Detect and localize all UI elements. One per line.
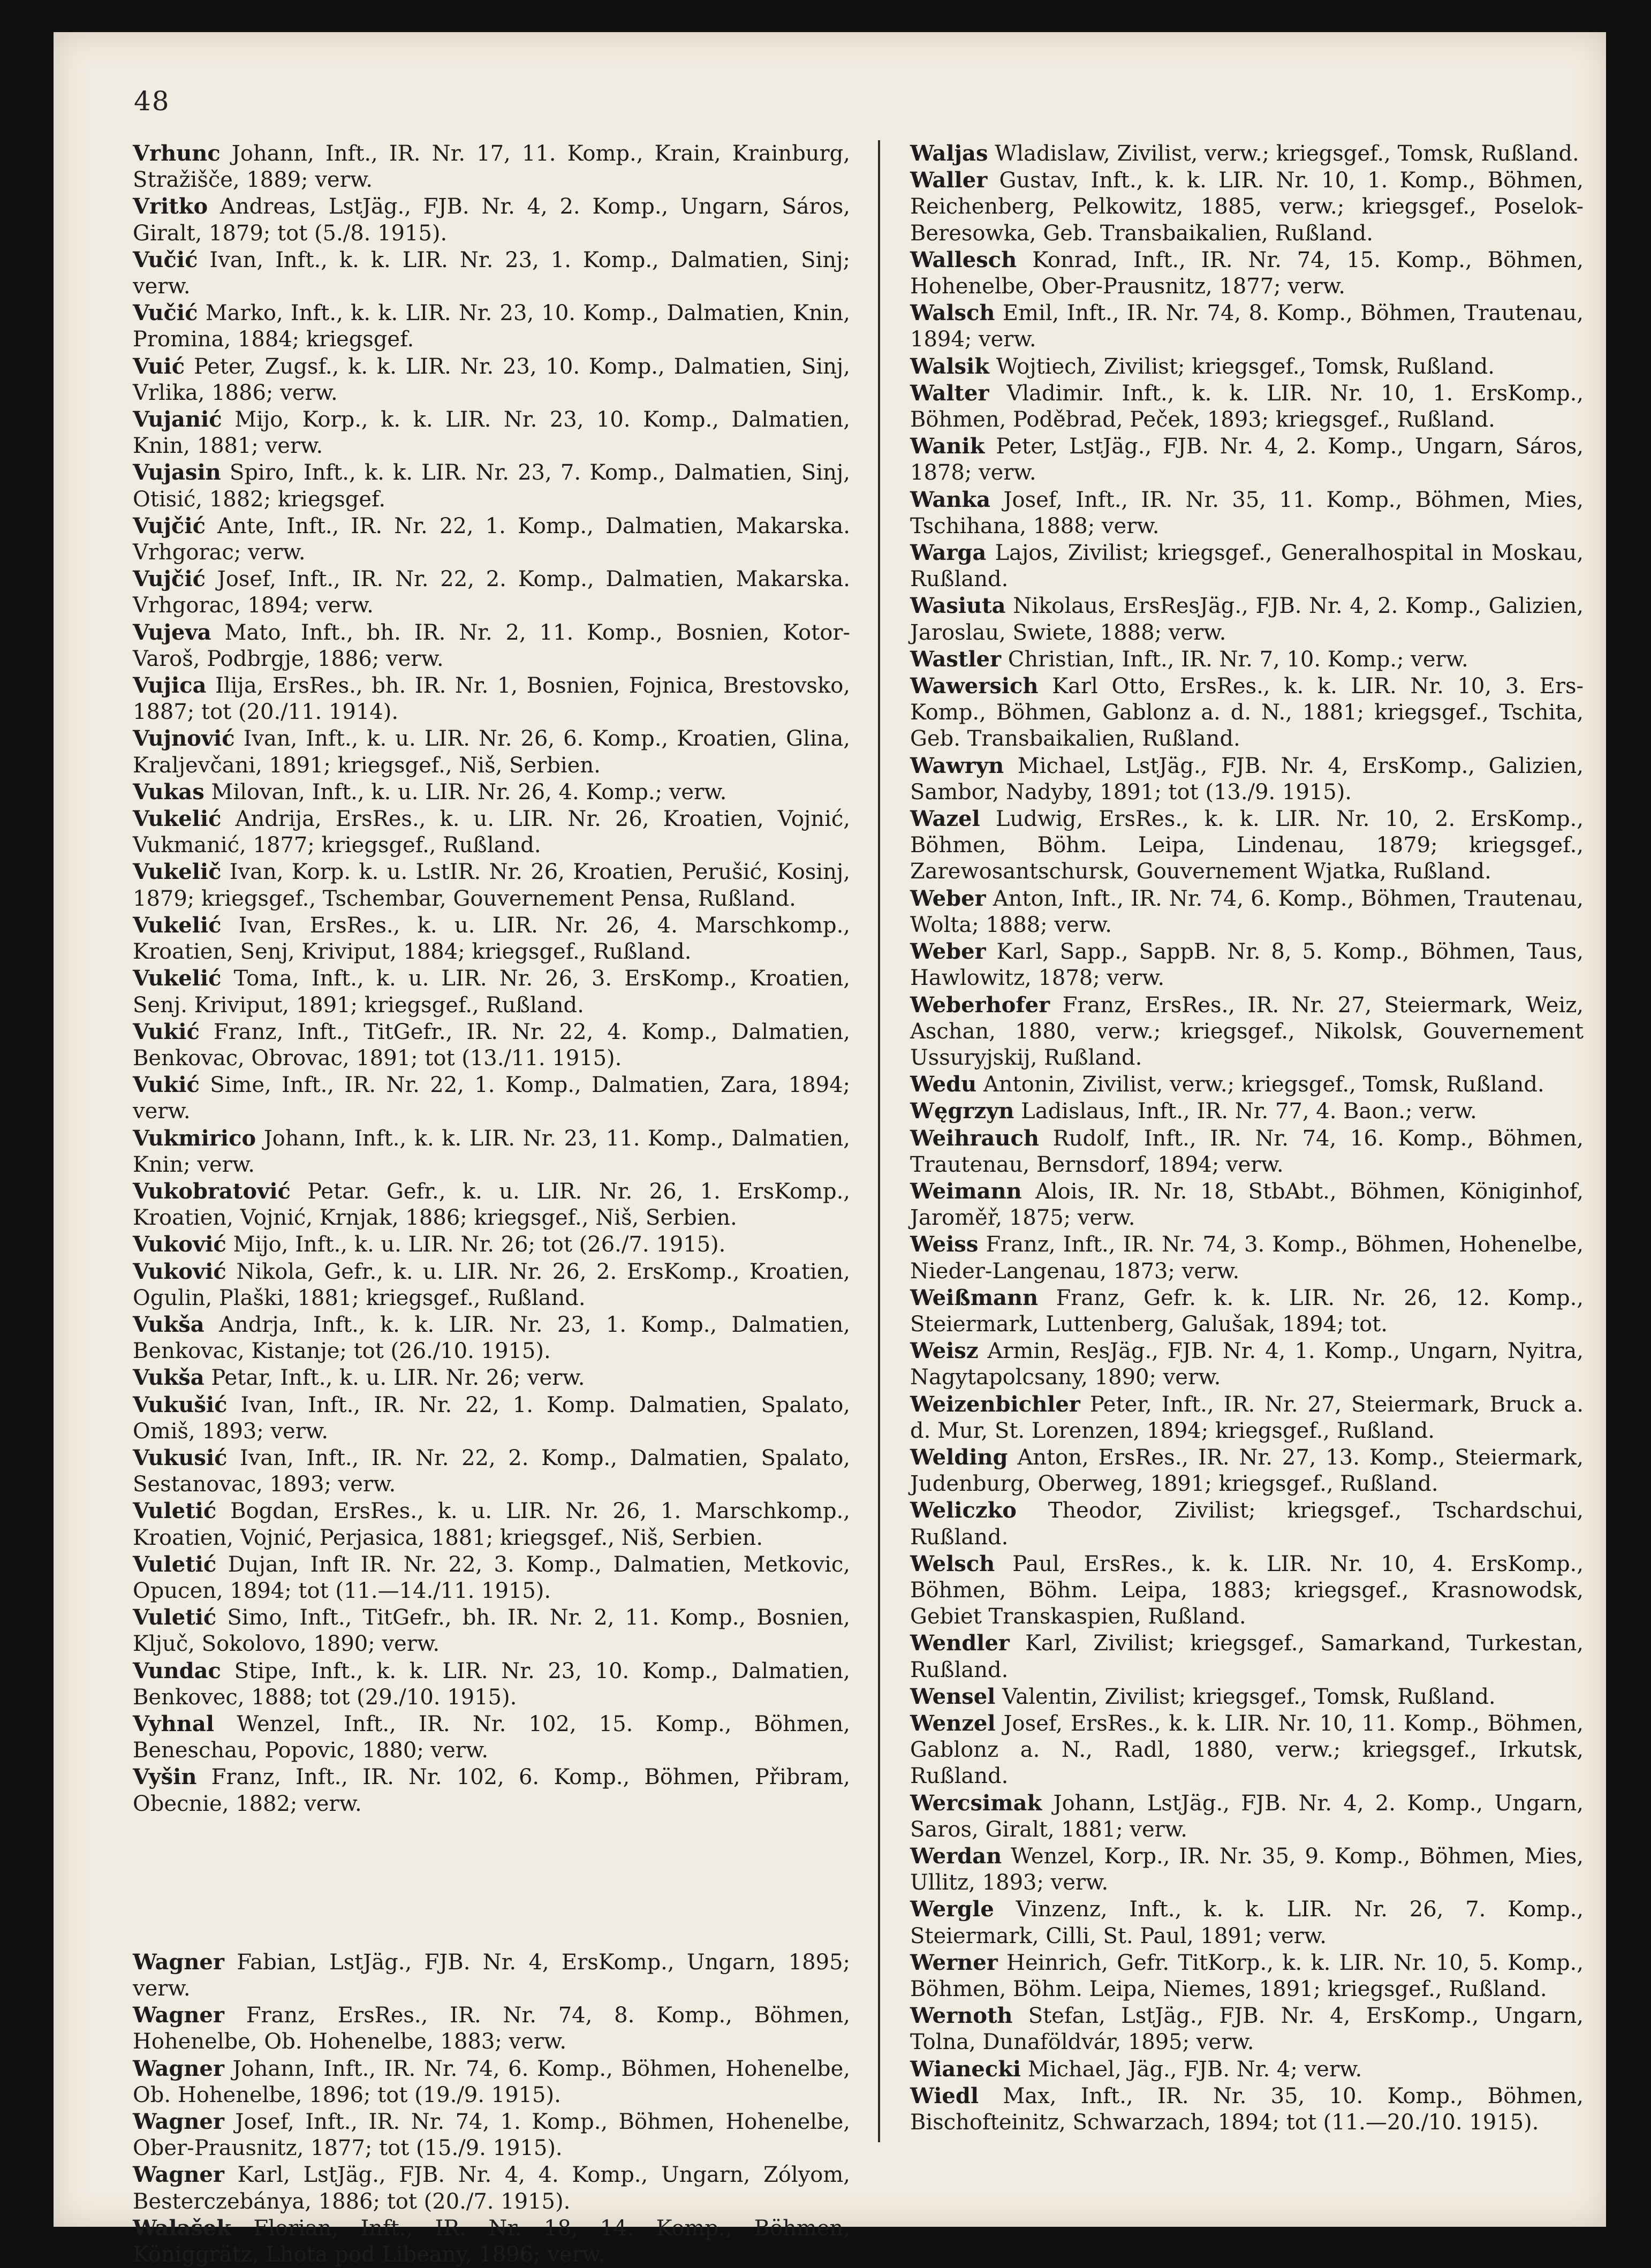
entry-details: Ante, Inft., IR. Nr. 22, 1. Komp., Dalmatien, Makarska. Vrhgorac; verw. bbox=[133, 513, 850, 565]
register-entry bbox=[133, 619, 850, 672]
register-entry bbox=[910, 1790, 1584, 1843]
entry-details: Ivan, Inft., IR. Nr. 22, 1. Komp. Dalmatien, Spalato, Omiš, 1893; verw. bbox=[133, 1392, 850, 1444]
register-entry bbox=[910, 938, 1584, 991]
entry-surname: Wagner bbox=[133, 1949, 224, 1975]
entry-details: Nikolaus, ErsResJäg., FJB. Nr. 4, 2. Komp., Galizien, Jaroslau, Swiete, 1888; verw. bbox=[910, 594, 1584, 645]
register-entry bbox=[910, 167, 1584, 247]
register-entry bbox=[910, 2002, 1584, 2055]
register-entry bbox=[910, 1285, 1584, 1338]
entry-details: Alois, IR. Nr. 18, StbAbt., Böhmen, Königinhof, Jaroměř, 1875; verw. bbox=[910, 1179, 1584, 1231]
entry-surname: Vukša bbox=[133, 1311, 205, 1337]
entry-surname: Weihrauch bbox=[910, 1125, 1039, 1151]
entry-surname: Weisz bbox=[910, 1338, 979, 1364]
register-entry bbox=[910, 1125, 1584, 1178]
entry-surname: Weliczko bbox=[910, 1498, 1017, 1523]
entry-surname: Wawryn bbox=[910, 753, 1004, 778]
entry-details: Johann, Inft., k. k. LIR. Nr. 23, 11. Komp., Dalmatien, Knin; verw. bbox=[133, 1126, 850, 1177]
register-entry bbox=[133, 459, 850, 512]
entry-details: Josef, Inft., IR. Nr. 74, 1. Komp., Böhmen, Hohenelbe, Ober-Prausnitz, 1877; tot (15./9. 1915). bbox=[133, 2110, 850, 2161]
register-entry bbox=[910, 140, 1584, 167]
entry-details: Nikola, Gefr., k. u. LIR. Nr. 26, 2. ErsKomp., Kroatien, Ogulin, Plaški, 1881; kriegsgef., Rußland. bbox=[133, 1259, 850, 1310]
entry-details: Konrad, Inft., IR. Nr. 74, 15. Komp., Böhmen, Hohenelbe, Ober-Prausnitz, 1877; verw. bbox=[910, 247, 1584, 299]
entry-details: Bogdan, ErsRes., k. u. LIR. Nr. 26, 1. Marschkomp., Kroatien, Vojnić, Perjasica, 1881; kriegsgef., Niš, Serbien. bbox=[133, 1499, 850, 1550]
register-entry bbox=[133, 193, 850, 246]
entry-details: Vladimir. Inft., k. k. LIR. Nr. 10, 1. ErsKomp., Böhmen, Poděbrad, Peček, 1893; kriegsgef., Rußland. bbox=[910, 381, 1584, 433]
entry-surname: Wiedl bbox=[910, 2083, 979, 2108]
register-entry bbox=[910, 540, 1584, 593]
entry-surname: Wercsimak bbox=[910, 1790, 1042, 1816]
entry-surname: Wagner bbox=[133, 2109, 224, 2135]
entry-surname: Vyšin bbox=[133, 1764, 197, 1790]
entry-details: Johann, LstJäg., FJB. Nr. 4, 2. Komp., Ungarn, Saros, Giralt, 1881; verw. bbox=[910, 1791, 1584, 1842]
register-entry bbox=[910, 1896, 1584, 1949]
entry-details: Franz, ErsRes., IR. Nr. 74, 8. Komp., Böhmen, Hohenelbe, Ob. Hohenelbe, 1883; verw. bbox=[133, 2003, 850, 2054]
entry-surname: Vukelić bbox=[133, 806, 222, 832]
entry-surname: Weizenbichler bbox=[910, 1391, 1080, 1417]
entry-surname: Vyhnal bbox=[133, 1711, 214, 1736]
entry-surname: Weimann bbox=[910, 1178, 1022, 1204]
register-entry bbox=[910, 1843, 1584, 1896]
register-entry bbox=[133, 1604, 850, 1657]
entry-surname: Wianecki bbox=[910, 2056, 1021, 2082]
entry-details: Theodor, Zivilist; kriegsgef., Tschardschui, Rußland. bbox=[910, 1498, 1584, 1550]
entry-details: Andreas, LstJäg., FJB. Nr. 4, 2. Komp., Ungarn, Sáros, Giralt, 1879; tot (5./8. 1915). bbox=[133, 194, 850, 246]
entry-surname: Wawersich bbox=[910, 673, 1039, 699]
entry-details: Max, Inft., IR. Nr. 35, 10. Komp., Böhmen, Bischofteinitz, Schwarzach, 1894; tot (11.—20./10. 1915). bbox=[910, 2083, 1584, 2135]
left-entry-list-w bbox=[133, 1949, 850, 2268]
entry-details: Rudolf, Inft., IR. Nr. 74, 16. Komp., Böhmen, Trautenau, Bernsdorf, 1894; verw. bbox=[910, 1126, 1584, 1177]
entry-surname: Werdan bbox=[910, 1844, 1002, 1869]
register-entry bbox=[910, 247, 1584, 300]
entry-details: Franz, Inft., IR. Nr. 102, 6. Komp., Böhmen, Přibram, Obecnie, 1882; verw. bbox=[133, 1765, 850, 1816]
entry-details: Karl Otto, ErsRes., k. k. LIR. Nr. 10, 3. Ers-Komp., Böhmen, Gablonz a. d. N., 1881; kriegsgef., Tschita, Geb. Transbaikalien, Rußland. bbox=[910, 674, 1584, 752]
register-entry bbox=[910, 885, 1584, 938]
register-entry bbox=[910, 353, 1584, 380]
register-entry bbox=[910, 1710, 1584, 1790]
register-entry bbox=[133, 725, 850, 778]
register-entry bbox=[133, 806, 850, 859]
entry-surname: Welding bbox=[910, 1444, 1008, 1470]
register-entry bbox=[133, 406, 850, 459]
entry-details: Wenzel, Inft., IR. Nr. 102, 15. Komp., Böhmen, Beneschau, Popovic, 1880; verw. bbox=[133, 1711, 850, 1763]
register-entry bbox=[133, 140, 850, 193]
entry-surname: Vuković bbox=[133, 1258, 226, 1284]
entry-details: Franz, Inft., TitGefr., IR. Nr. 22, 4. Komp., Dalmatien, Benkovac, Obrovac, 1891; tot (13./11. 1915). bbox=[133, 1019, 850, 1071]
entry-surname: Vuletić bbox=[133, 1551, 217, 1577]
entry-details: Johann, Inft., IR. Nr. 74, 6. Komp., Böhmen, Hohenelbe, Ob. Hohenelbe, 1896; tot (19./9. 1915). bbox=[133, 2056, 850, 2107]
register-entry bbox=[910, 1444, 1584, 1497]
entry-surname: Vrhunc bbox=[133, 141, 221, 166]
entry-surname: Wagner bbox=[133, 2002, 224, 2028]
entry-surname: Vukša bbox=[133, 1365, 205, 1391]
entry-surname: Vuletić bbox=[133, 1605, 217, 1630]
register-entry bbox=[133, 1364, 850, 1391]
register-entry bbox=[133, 965, 850, 1018]
entry-surname: Vukas bbox=[133, 779, 205, 805]
entry-surname: Vučić bbox=[133, 300, 198, 326]
entry-details: Vinzenz, Inft., k. k. LIR. Nr. 26, 7. Komp., Steiermark, Cilli, St. Paul, 1891; verw. bbox=[910, 1897, 1584, 1948]
entry-details: Ivan, Inft., k. k. LIR. Nr. 23, 1. Komp., Dalmatien, Sinj; verw. bbox=[133, 247, 850, 299]
entry-details: Franz, Inft., IR. Nr. 74, 3. Komp., Böhmen, Hohenelbe, Nieder-Langenau, 1873; verw. bbox=[910, 1232, 1584, 1284]
register-entry bbox=[133, 859, 850, 912]
entry-details: Wojtiech, Zivilist; kriegsgef., Tomsk, Rußland. bbox=[989, 354, 1495, 379]
entry-surname: Vuić bbox=[133, 353, 185, 379]
register-entry bbox=[133, 912, 850, 965]
entry-surname: Wergle bbox=[910, 1897, 994, 1922]
register-entry bbox=[133, 2108, 850, 2161]
entry-details: Josef, Inft., IR. Nr. 22, 2. Komp., Dalmatien, Makarska. Vrhgorac, 1894; verw. bbox=[133, 567, 850, 618]
entry-surname: Weißmann bbox=[910, 1285, 1039, 1310]
register-entry bbox=[133, 2161, 850, 2214]
register-entry bbox=[133, 2055, 850, 2108]
entry-details: Peter, LstJäg., FJB. Nr. 4, 2. Komp., Ungarn, Sáros, 1878; verw. bbox=[910, 434, 1584, 486]
register-entry bbox=[133, 1392, 850, 1445]
register-entry bbox=[910, 300, 1584, 353]
entry-details: Valentin, Zivilist; kriegsgef., Tomsk, Rußland. bbox=[995, 1684, 1496, 1709]
entry-details: Michael, Jäg., FJB. Nr. 4; verw. bbox=[1021, 2057, 1362, 2082]
entry-details: Ivan, Korp. k. u. LstIR. Nr. 26, Kroatien, Perušić, Kosinj, 1879; kriegsgef., Tschembar, Gouvernement Pensa, Rußland. bbox=[133, 860, 850, 911]
entry-surname: Vujanić bbox=[133, 407, 222, 433]
register-entry bbox=[910, 673, 1584, 753]
entry-surname: Vujčić bbox=[133, 513, 206, 538]
entry-surname: Wasiuta bbox=[910, 593, 1006, 619]
entry-details: Antonin, Zivilist, verw.; kriegsgef., Tomsk, Rußland. bbox=[976, 1072, 1544, 1097]
entry-details: Ivan, ErsRes., k. u. LIR. Nr. 26, 4. Marschkomp., Kroatien, Senj, Kriviput, 1884; kriegsgef., Rußland. bbox=[133, 913, 850, 965]
entry-surname: Weberhofer bbox=[910, 992, 1050, 1018]
entry-details: Anton, ErsRes., IR. Nr. 27, 13. Komp., Steiermark, Judenburg, Oberweg, 1891; kriegsgef., Rußland. bbox=[910, 1445, 1584, 1497]
register-entry bbox=[910, 1178, 1584, 1231]
entry-details: Anton, Inft., IR. Nr. 74, 6. Komp., Böhmen, Trautenau, Wolta; 1888; verw. bbox=[910, 886, 1584, 937]
register-entry bbox=[133, 1498, 850, 1551]
entry-details: Heinrich, Gefr. TitKorp., k. k. LIR. Nr. 10, 5. Komp., Böhmen, Böhm. Leipa, Niemes, 1891; kriegsgef., Rußland. bbox=[910, 1950, 1584, 2002]
register-entry bbox=[133, 1764, 850, 1817]
entry-surname: Vučić bbox=[133, 247, 198, 272]
entry-details: Ladislaus, Inft., IR. Nr. 77, 4. Baon.; verw. bbox=[1014, 1099, 1477, 1124]
entry-surname: Vukelič bbox=[133, 859, 222, 885]
entry-surname: Vukić bbox=[133, 1019, 200, 1044]
register-entry bbox=[910, 1630, 1584, 1683]
register-entry bbox=[133, 2002, 850, 2055]
entry-details: Christian, Inft., IR. Nr. 7, 10. Komp.; verw. bbox=[1001, 647, 1468, 672]
entry-surname: Wendler bbox=[910, 1630, 1010, 1656]
entry-surname: Wagner bbox=[133, 2162, 224, 2188]
entry-surname: Warga bbox=[910, 540, 987, 566]
entry-surname: Vuković bbox=[133, 1232, 226, 1257]
entry-details: Stefan, LstJäg., FJB. Nr. 4, ErsKomp., Ungarn, Tolna, Dunaföldvár, 1895; verw. bbox=[910, 2004, 1584, 2055]
register-entry bbox=[910, 1098, 1584, 1125]
entry-surname: Weber bbox=[910, 885, 986, 911]
entry-details: Franz, Gefr. k. k. LIR. Nr. 26, 12. Komp., Steiermark, Luttenberg, Galušak, 1894; tot. bbox=[910, 1285, 1584, 1337]
entry-details: Fabian, LstJäg., FJB. Nr. 4, ErsKomp., Ungarn, 1895; verw. bbox=[133, 1950, 850, 2001]
entry-details: Andrja, Inft., k. k. LIR. Nr. 23, 1. Komp., Dalmatien, Benkovac, Kistanje; tot (26./10. 1915). bbox=[133, 1312, 850, 1364]
register-entry bbox=[133, 2215, 850, 2268]
register-entry bbox=[133, 1551, 850, 1604]
entry-details: Ivan, Inft., k. u. LIR. Nr. 26, 6. Komp., Kroatien, Glina, Kraljevčani, 1891; kriegsgef., Niš, Serbien. bbox=[133, 726, 850, 778]
entry-surname: Walašek bbox=[133, 2215, 232, 2241]
entry-surname: Vujnović bbox=[133, 726, 235, 752]
entry-details: Peter, Zugsf., k. k. LIR. Nr. 23, 10. Komp., Dalmatien, Sinj, Vrlika, 1886; verw. bbox=[133, 354, 850, 405]
register-entry bbox=[910, 1950, 1584, 2002]
entry-surname: Wernoth bbox=[910, 2003, 1013, 2029]
entry-surname: Vujčić bbox=[133, 566, 206, 592]
entry-details: Florian, Inft., IR. Nr. 18, 14. Komp., Böhmen, Königgrätz, Lhota pod Libeany, 1896; verw. bbox=[133, 2216, 850, 2267]
register-entry bbox=[133, 353, 850, 406]
entry-details: Toma, Inft., k. u. LIR. Nr. 26, 3. ErsKomp., Kroatien, Senj. Kriviput, 1891; kriegsgef., Rußland. bbox=[133, 966, 850, 1018]
entry-details: Armin, ResJäg., FJB. Nr. 4, 1. Komp., Ungarn, Nyitra, Nagytapolcsany, 1890; verw. bbox=[910, 1339, 1584, 1390]
register-entry bbox=[910, 487, 1584, 540]
register-entry bbox=[133, 1178, 850, 1231]
register-entry bbox=[133, 1711, 850, 1764]
entry-details: Milovan, Inft., k. u. LIR. Nr. 26, 4. Komp.; verw. bbox=[204, 779, 727, 805]
entry-surname: Wastler bbox=[910, 646, 1002, 672]
entry-details: Petar, Inft., k. u. LIR. Nr. 26; verw. bbox=[204, 1366, 585, 1391]
register-entry bbox=[910, 1231, 1584, 1284]
entry-surname: Vukusić bbox=[133, 1445, 228, 1470]
entry-details: Petar. Gefr., k. u. LIR. Nr. 26, 1. ErsKomp., Kroatien, Vojnić, Krnjak, 1886; kriegsgef., Niš, Serbien. bbox=[133, 1179, 850, 1231]
register-entry bbox=[133, 1019, 850, 1072]
entry-surname: Weber bbox=[910, 939, 986, 965]
entry-details: Wladislaw, Zivilist, verw.; kriegsgef., Tomsk, Rußland. bbox=[988, 141, 1579, 166]
entry-details: Spiro, Inft., k. k. LIR. Nr. 23, 7. Komp., Dalmatien, Sinj, Otisić, 1882; kriegsgef. bbox=[133, 460, 850, 512]
entry-details: Josef, ErsRes., k. k. LIR. Nr. 10, 11. Komp., Böhmen, Gablonz a. N., Radl, 1880, verw.; kriegsgef., Irkutsk, Rußland. bbox=[910, 1711, 1584, 1789]
entry-surname: Wedu bbox=[910, 1072, 977, 1097]
entry-details: Stipe, Inft., k. k. LIR. Nr. 23, 10. Komp., Dalmatien, Benkovec, 1888; tot (29./10. 1915). bbox=[133, 1658, 850, 1710]
register-entry bbox=[910, 646, 1584, 673]
register-entry bbox=[133, 779, 850, 806]
entry-surname: Walsik bbox=[910, 353, 989, 379]
entry-details: Ludwig, ErsRes., k. k. LIR. Nr. 10, 2. ErsKomp., Böhmen, Böhm. Leipa, Lindenau, 1879; kriegsgef., Zarewosantschursk, Gouvernement Wjatka, Rußland. bbox=[910, 807, 1584, 884]
register-entry bbox=[910, 593, 1584, 646]
entry-details: Karl, Sapp., SappB. Nr. 8, 5. Komp., Böhmen, Taus, Hawlowitz, 1878; verw. bbox=[910, 939, 1584, 991]
register-entry bbox=[910, 1497, 1584, 1550]
entry-surname: Vukelić bbox=[133, 912, 222, 938]
entry-surname: Wanik bbox=[910, 434, 985, 459]
entry-surname: Vujeva bbox=[133, 619, 211, 645]
page-number: 48 bbox=[134, 86, 170, 117]
entry-surname: Wallesch bbox=[910, 247, 1017, 272]
entry-surname: Vukobratović bbox=[133, 1178, 291, 1204]
entry-details: Emil, Inft., IR. Nr. 74, 8. Komp., Böhmen, Trautenau, 1894; verw. bbox=[910, 301, 1584, 352]
register-entry bbox=[133, 1231, 850, 1258]
entry-details: Andrija, ErsRes., k. u. LIR. Nr. 26, Kroatien, Vojnić, Vukmanić, 1877; kriegsgef., Rußland. bbox=[133, 807, 850, 858]
entry-details: Dujan, Inft IR. Nr. 22, 3. Komp., Dalmatien, Metkovic, Opucen, 1894; tot (11.—14./11. 1915). bbox=[133, 1552, 850, 1603]
entry-surname: Vuletić bbox=[133, 1498, 217, 1524]
right-column bbox=[910, 140, 1584, 2136]
entry-details: Karl, LstJäg., FJB. Nr. 4, 4. Komp., Ungarn, Zólyom, Besterczebánya, 1886; tot (20./7. 1915). bbox=[133, 2163, 850, 2214]
entry-details: Marko, Inft., k. k. LIR. Nr. 23, 10. Komp., Dalmatien, Knin, Promina, 1884; kriegsgef. bbox=[133, 301, 850, 352]
entry-details: Mato, Inft., bh. IR. Nr. 2, 11. Komp., Bosnien, Kotor-Varoš, Podbrgje, 1886; verw. bbox=[133, 620, 850, 671]
entry-surname: Vundac bbox=[133, 1658, 221, 1683]
section-gap bbox=[133, 1817, 850, 1949]
entry-details: Karl, Zivilist; kriegsgef., Samarkand, Turkestan, Rußland. bbox=[910, 1631, 1584, 1682]
entry-surname: Wazel bbox=[910, 806, 980, 832]
entry-surname: Werner bbox=[910, 1950, 998, 1975]
entry-surname: Wenzel bbox=[910, 1710, 996, 1736]
entry-surname: Walter bbox=[910, 380, 989, 406]
entry-surname: Węgrzyn bbox=[910, 1098, 1014, 1124]
register-entry bbox=[133, 1311, 850, 1364]
register-entry bbox=[133, 1949, 850, 2002]
register-entry bbox=[133, 513, 850, 566]
entry-details: Franz, ErsRes., IR. Nr. 27, Steiermark, Weiz, Aschan, 1880, verw.; kriegsgef., Nikolsk, Gouvernement Ussuryjskij, Rußland. bbox=[910, 992, 1584, 1070]
entry-surname: Vritko bbox=[133, 194, 208, 219]
entry-details: Lajos, Zivilist; kriegsgef., Generalhospital in Moskau, Rußland. bbox=[910, 541, 1584, 592]
entry-surname: Wanka bbox=[910, 487, 991, 512]
entry-details: Simo, Inft., TitGefr., bh. IR. Nr. 2, 11. Komp., Bosnien, Ključ, Sokolovo, 1890; verw. bbox=[133, 1605, 850, 1657]
right-entry-list bbox=[910, 140, 1584, 2136]
register-entry bbox=[910, 1551, 1584, 1630]
register-entry bbox=[133, 1445, 850, 1498]
entry-surname: Vukelić bbox=[133, 966, 222, 991]
register-entry bbox=[910, 1683, 1584, 1710]
entry-details: Johann, Inft., IR. Nr. 17, 11. Komp., Krain, Krainburg, Stražišče, 1889; verw. bbox=[133, 141, 850, 193]
register-entry bbox=[910, 753, 1584, 806]
register-entry bbox=[133, 672, 850, 725]
register-entry bbox=[910, 380, 1584, 433]
left-entry-list bbox=[133, 140, 850, 1817]
left-column bbox=[133, 140, 850, 2268]
register-entry bbox=[910, 433, 1584, 486]
register-entry bbox=[133, 247, 850, 300]
entry-details: Peter, Inft., IR. Nr. 27, Steiermark, Bruck a. d. Mur, St. Lorenzen, 1894; kriegsgef., Rußland. bbox=[910, 1392, 1584, 1443]
entry-details: Paul, ErsRes., k. k. LIR. Nr. 10, 4. ErsKomp., Böhmen, Böhm. Leipa, 1883; kriegsgef., Krasnowodsk, Gebiet Transkaspien, Rußland. bbox=[910, 1551, 1584, 1629]
entry-details: Ilija, ErsRes., bh. IR. Nr. 1, Bosnien, Fojnica, Brestovsko, 1887; tot (20./11. 1914). bbox=[133, 673, 850, 725]
entry-surname: Walsch bbox=[910, 300, 995, 326]
entry-surname: Weiss bbox=[910, 1232, 979, 1257]
register-entry bbox=[133, 300, 850, 353]
register-entry bbox=[133, 1072, 850, 1125]
register-entry bbox=[910, 2056, 1584, 2083]
register-entry bbox=[910, 1391, 1584, 1444]
register-entry bbox=[133, 1125, 850, 1178]
entry-details: Josef, Inft., IR. Nr. 35, 11. Komp., Böhmen, Mies, Tschihana, 1888; verw. bbox=[910, 487, 1584, 538]
entry-surname: Wensel bbox=[910, 1683, 996, 1709]
register-entry bbox=[910, 806, 1584, 885]
entry-surname: Vujasin bbox=[133, 460, 221, 486]
entry-surname: Waljas bbox=[910, 141, 988, 166]
entry-surname: Wagner bbox=[133, 2055, 224, 2081]
register-entry bbox=[910, 1338, 1584, 1391]
entry-surname: Vujica bbox=[133, 673, 207, 699]
column-divider bbox=[878, 140, 880, 2142]
entry-surname: Vukmirico bbox=[133, 1125, 256, 1151]
entry-details: Ivan, Inft., IR. Nr. 22, 2. Komp., Dalmatien, Spalato, Sestanovac, 1893; verw. bbox=[133, 1445, 850, 1497]
entry-surname: Vukušić bbox=[133, 1392, 228, 1417]
register-entry bbox=[910, 992, 1584, 1072]
entry-details: Wenzel, Korp., IR. Nr. 35, 9. Komp., Böhmen, Mies, Ullitz, 1893; verw. bbox=[910, 1844, 1584, 1895]
entry-details: Mijo, Korp., k. k. LIR. Nr. 23, 10. Komp., Dalmatien, Knin, 1881; verw. bbox=[133, 407, 850, 459]
register-entry bbox=[910, 2083, 1584, 2136]
entry-details: Sime, Inft., IR. Nr. 22, 1. Komp., Dalmatien, Zara, 1894; verw. bbox=[133, 1073, 850, 1124]
entry-details: Mijo, Inft., k. u. LIR. Nr. 26; tot (26./7. 1915). bbox=[226, 1232, 726, 1257]
register-entry bbox=[133, 1658, 850, 1711]
register-entry bbox=[133, 1258, 850, 1311]
register-entry bbox=[910, 1071, 1584, 1098]
entry-surname: Welsch bbox=[910, 1551, 995, 1576]
entry-details: Michael, LstJäg., FJB. Nr. 4, ErsKomp., Galizien, Sambor, Nadyby, 1891; tot (13./9. 1915). bbox=[910, 753, 1584, 805]
entry-details: Gustav, Inft., k. k. LIR. Nr. 10, 1. Komp., Böhmen, Reichenberg, Pelkowitz, 1885, verw.; kriegsgef., Poselok-Beresowka, Geb. Transbaikalien, Rußland. bbox=[910, 168, 1584, 246]
entry-surname: Vukić bbox=[133, 1072, 200, 1098]
register-entry bbox=[133, 566, 850, 619]
entry-surname: Waller bbox=[910, 168, 988, 193]
